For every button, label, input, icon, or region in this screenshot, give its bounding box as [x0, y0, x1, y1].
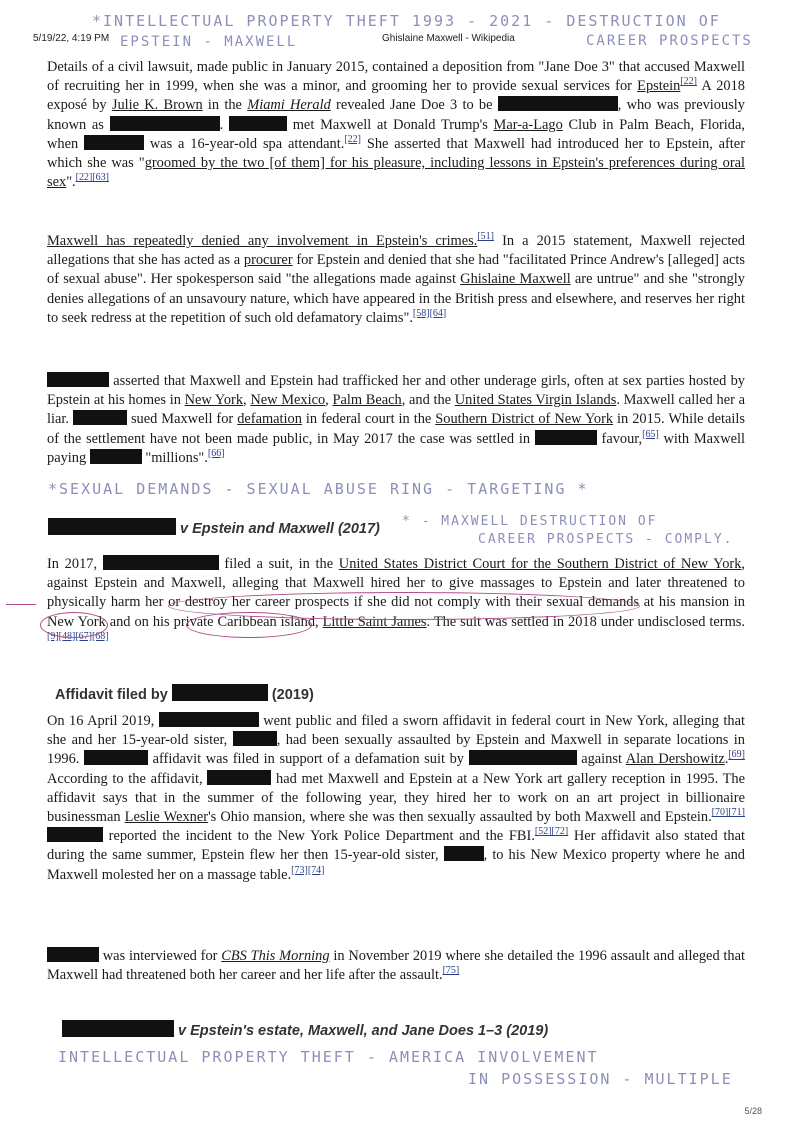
page-number: 5/28 [744, 1106, 762, 1116]
redaction-block [498, 96, 618, 111]
quote-groomed: groomed by the two [of them] for his pleasure, including lessons in Epstein's preferences during oral sex [47, 155, 745, 191]
link-little-saint-james[interactable]: Little Saint James [322, 613, 427, 630]
pen-circle-comply [40, 612, 108, 638]
section-heading-estate-suit: v Epstein's estate, Maxwell, and Jane Does 1–3 (2019) [62, 1020, 548, 1039]
section-heading-2017-suit: v Epstein and Maxwell (2017) [48, 518, 380, 537]
citation[interactable]: [22][63] [75, 172, 109, 184]
paragraph-affidavit-2019: On 16 April 2019, went public and filed a sworn affidavit in federal court in New York, alleging that she and her 15-year-old sister, , had been sexually assaulted by Epstein and Maxwell in separate locations in 1996. affidavit was filed in support of a defamation suit by against Alan Dershowitz.[69] According to the affidavit, had met Maxwell and Epstein at a New York art gallery reception in 1995. The affidavit says that in the summer of the following year, they hired her to work on an art project in billionaire businessman Leslie Wexner's Ohio mansion, where she was then sexually assaulted by both Maxwell and Epstein.[70][71] reported the incident to the New York Police Department and the FBI.[52][72] Her affidavit also stated that during the same summer, Epstein flew her then 15-year-old sister, , to his New Mexico property where he and Maxwell molested her on a massage table.[73][74] [47, 713, 746, 883]
redaction-block [444, 846, 484, 861]
redaction-block [84, 750, 148, 765]
print-timestamp: 5/19/22, 4:19 PM [33, 33, 110, 44]
redaction-block [62, 1020, 174, 1037]
citation[interactable]: [22] [344, 134, 361, 146]
pen-arrow [6, 604, 36, 605]
redaction-block [47, 372, 109, 387]
citation[interactable]: [66] [207, 448, 225, 460]
citation[interactable]: [51] [477, 231, 495, 243]
handwritten-note-maxwell-destruction: * - MAXWELL DESTRUCTION OF [402, 514, 658, 529]
link-us-district-court-sdny[interactable]: United States District Court for the Southern District of New York [338, 556, 742, 572]
redaction-block [103, 555, 219, 570]
section-heading-affidavit: Affidavit filed by (2019) [55, 684, 314, 703]
redaction-block [110, 116, 220, 131]
citation[interactable]: [9][48][67][68] [47, 631, 109, 643]
citation[interactable]: [75] [442, 965, 460, 977]
paragraph-2017-suit: In 2017, filed a suit, in the United States District Court for the Southern District of New York, against Epstein and Maxwell, alleging that Maxwell hired her to give massages to Epstein and later threatened to physically harm her or destroy her career prospects if she did not comply with their sexual demands at his mansion in New York and on his private Caribbean island, Little Saint James. The suit was settled in 2018 under undisclosed terms.[9][48][67][68] [47, 556, 746, 643]
link-procurer[interactable]: procurer [243, 252, 293, 269]
handwritten-note-top: *INTELLECTUAL PROPERTY THEFT 1993 - 2021 - DESTRUCTION OF [92, 12, 721, 30]
link-alan-dershowitz[interactable]: Alan Dershowitz [625, 751, 725, 768]
citation[interactable]: [70][71] [711, 807, 745, 819]
citation[interactable]: [52][72] [534, 826, 569, 838]
redaction-block [207, 770, 271, 785]
link-miami-herald[interactable]: Miami Herald [247, 97, 331, 114]
link-cbs-this-morning[interactable]: CBS This Morning [221, 948, 330, 964]
redaction-block [469, 750, 577, 765]
link-ghislaine-maxwell[interactable]: Ghislaine Maxwell [460, 271, 571, 288]
link-southern-district-ny[interactable]: Southern District of New York [435, 411, 614, 428]
link-mar-a-lago[interactable]: Mar-a-Lago [493, 116, 563, 133]
link-julie-k-brown[interactable]: Julie K. Brown [111, 97, 203, 114]
citation[interactable]: [65] [642, 428, 659, 440]
redaction-block [47, 827, 103, 842]
paragraph-trafficking-allegation: asserted that Maxwell and Epstein had trafficked her and other underage girls, often at sex parties hosted by Epstein at his homes in New York, New Mexico, Palm Beach, and the United States Virgin Islands. Maxwell called her a liar. sued Maxwell for defamation in federal court in the Southern District of New York in 2015. While details of the settlement have not been made public, in May 2017 the case was settled in favour,[65] with Maxwell paying "millions".[66] [47, 373, 746, 466]
pen-underlined-denial: Maxwell has repeatedly denied any involvement in Epstein's crimes. [47, 233, 478, 249]
handwritten-note-multiple: IN POSSESSION - MULTIPLE [468, 1070, 733, 1088]
citation[interactable]: [69] [728, 749, 745, 761]
paragraph-cbs-interview: was interviewed for CBS This Morning in November 2019 where she detailed the 1996 assault and alleged that Maxwell had threatened both her career and her life after the assault.[75] [47, 948, 745, 984]
handwritten-note-comply: CAREER PROSPECTS - COMPLY. [478, 532, 734, 547]
link-us-virgin-islands[interactable]: United States Virgin Islands [454, 392, 617, 409]
redaction-block [229, 116, 287, 131]
redaction-block [159, 712, 259, 727]
link-new-mexico[interactable]: New Mexico [250, 392, 326, 409]
pen-circle-sexual-demands [186, 612, 312, 638]
print-page-title: Ghislaine Maxwell - Wikipedia [382, 33, 515, 44]
redaction-block [535, 430, 597, 445]
paragraph-jane-doe-3: Details of a civil lawsuit, made public in January 2015, contained a deposition from "Jane Doe 3" that accused Maxwell of recruiting her in 1999, when she was a minor, and grooming her to provide sexual services for Epstein[22] A 2018 exposé by Julie K. Brown in the Miami Herald revealed Jane Doe 3 to be , who was previously known as . met Maxwell at Donald Trump's Mar-a-Lago Club in Palm Beach, Florida, when was a 16-year-old spa attendant.[22] She asserted that Maxwell had introduced her to Epstein, after which she was "groomed by the two [of them] for his pleasure, including lessons in Epstein's preferences during oral sex".[22][63] [47, 59, 746, 191]
redaction-block [47, 947, 99, 962]
redaction-block [172, 684, 268, 701]
handwritten-note-america-involvement: INTELLECTUAL PROPERTY THEFT - AMERICA INVOLVEMENT [58, 1048, 599, 1066]
link-defamation[interactable]: defamation [237, 411, 302, 428]
citation[interactable]: [58][64] [412, 308, 447, 320]
citation[interactable]: [22] [680, 76, 698, 88]
link-palm-beach[interactable]: Palm Beach [332, 392, 402, 409]
redaction-block [233, 731, 277, 746]
redaction-block [48, 518, 176, 535]
handwritten-note-career: CAREER PROSPECTS [586, 33, 753, 49]
handwritten-note-epstein-maxwell: EPSTEIN - MAXWELL [120, 34, 298, 50]
redaction-block [73, 410, 127, 425]
redaction-block [90, 449, 142, 464]
link-leslie-wexner[interactable]: Leslie Wexner [124, 809, 209, 826]
citation[interactable]: [73][74] [291, 864, 325, 876]
link-epstein[interactable]: Epstein [637, 78, 681, 95]
link-new-york[interactable]: New York [184, 392, 244, 409]
handwritten-note-sexual-demands: *SEXUAL DEMANDS - SEXUAL ABUSE RING - TARGETING * [48, 480, 589, 498]
paragraph-maxwell-denial: Maxwell has repeatedly denied any involvement in Epstein's crimes.[51] In a 2015 statement, Maxwell rejected allegations that she has acted as a procurer for Epstein and denied that she had "facilitated Prince Andrew's [alleged] acts of sexual abuse". Her spokesperson said "the allegations made against Ghislaine Maxwell are untrue" and she "strongly denies allegations of an unsavoury nature, which have appeared in the British press and elsewhere, and reserves her right to seek redress at the repetition of such old defamatory claims".[58][64] [47, 231, 745, 326]
redaction-block [84, 135, 144, 150]
